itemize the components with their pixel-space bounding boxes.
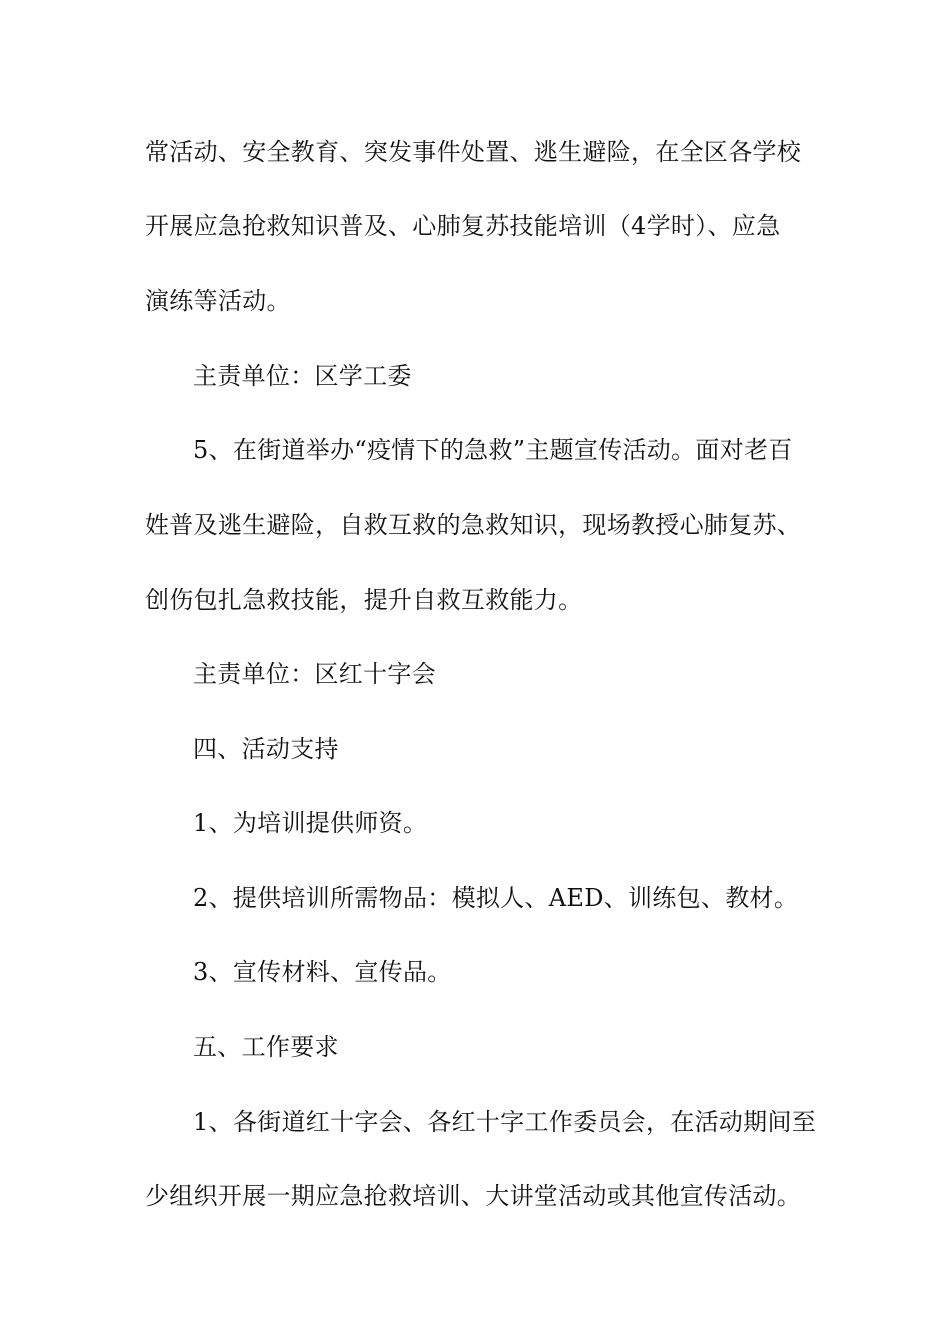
- paragraph-line: 5、在街道举办“疫情下的急救”主题宣传活动。面对老百: [193, 436, 793, 464]
- paragraph-line: 姓普及逃生避险，自救互救的急救知识，现场教授心肺复苏、: [145, 511, 802, 539]
- section-heading: 五、工作要求: [193, 1033, 339, 1061]
- paragraph-line: 1、各街道红十字会、各红十字工作委员会，在活动期间至: [193, 1108, 817, 1136]
- list-item: 2、提供培训所需物品：模拟人、AED、训练包、教材。: [193, 884, 799, 912]
- paragraph-line: 开展应急抢救知识普及、心肺复苏技能培训（4学时）、应急: [145, 212, 781, 240]
- list-item: 1、为培训提供师资。: [193, 809, 428, 837]
- responsible-unit-line: 主责单位：区学工委: [193, 362, 412, 390]
- paragraph-line: 演练等活动。: [145, 287, 291, 315]
- paragraph-line: 少组织开展一期应急抢救培训、大讲堂活动或其他宣传活动。: [145, 1182, 802, 1210]
- list-item: 3、宣传材料、宣传品。: [193, 958, 452, 986]
- responsible-unit-line: 主责单位：区红十字会: [193, 660, 436, 688]
- paragraph-line: 常活动、安全教育、突发事件处置、逃生避险，在全区各学校: [145, 138, 802, 166]
- paragraph-line: 创伤包扎急救技能，提升自救互救能力。: [145, 586, 583, 614]
- section-heading: 四、活动支持: [193, 735, 339, 763]
